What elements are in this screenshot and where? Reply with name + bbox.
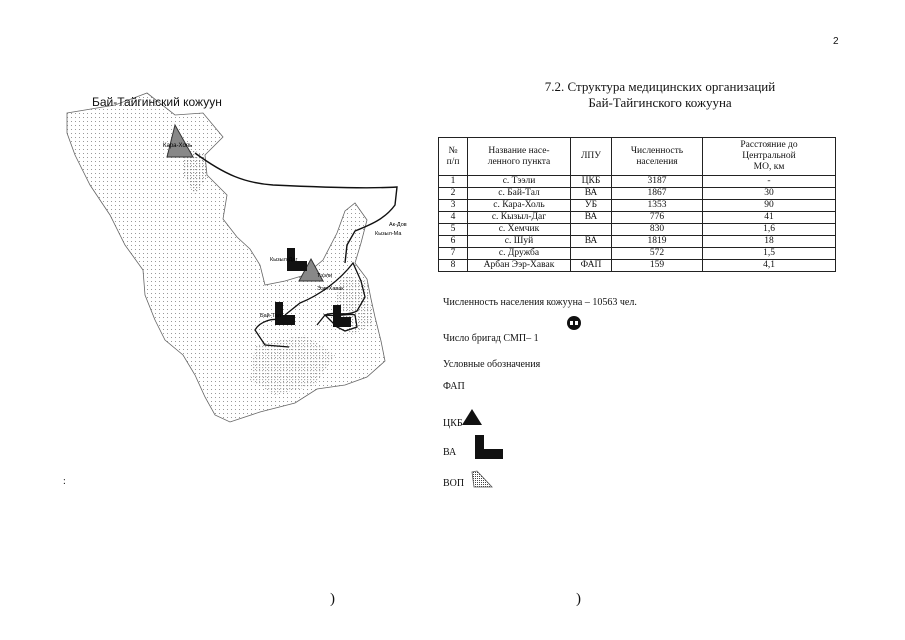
header-name-line1: Название насе-: [488, 145, 550, 156]
stray-paren-2: ): [576, 591, 581, 607]
cell-lpu: [571, 248, 612, 260]
header-name: [468, 138, 571, 176]
map-title: Бай-Тайгинский кожуун: [92, 95, 222, 109]
legend-vop-icon: [471, 470, 493, 488]
table-row: [439, 224, 836, 236]
header-distance-line1: Расстояние до: [740, 140, 798, 150]
heading-line-2: Бай-Тайгинского кожууна: [588, 95, 732, 110]
cell-distance: 41: [703, 212, 836, 224]
page-number: 2: [833, 36, 839, 47]
map-label-kyzyl-mazhalyk: Кызыл-Ма: [375, 231, 402, 237]
heading-line-1: 7.2. Структура медицинских организаций: [544, 79, 776, 94]
header-population-line1: Численность: [630, 145, 684, 156]
cell-name: с. Бай-Тал: [468, 188, 571, 200]
map-label-ak-dovurak: Ак-Дов: [389, 222, 407, 228]
table-row: [439, 200, 836, 212]
cell-name: с. Хемчик: [468, 224, 571, 236]
cell-num: 3: [439, 200, 468, 212]
cell-lpu: ФАП: [571, 260, 612, 272]
map-label-bai-tal: Бай-Тал: [260, 313, 281, 319]
table-row: [439, 212, 836, 224]
cell-name: с. Шуй: [468, 236, 571, 248]
cell-num: 2: [439, 188, 468, 200]
legend-ckb-triangle-icon: [461, 408, 483, 426]
cell-distance: 1,5: [703, 248, 836, 260]
cell-lpu: ВА: [571, 212, 612, 224]
header-population-line2: населения: [636, 156, 678, 167]
section-heading: [500, 79, 820, 111]
map-label-kyzyl-dag: Кызыл-Даг: [270, 257, 298, 263]
cell-distance: 90: [703, 200, 836, 212]
header-distance-line2: Центральной: [742, 151, 796, 161]
cell-distance: -: [703, 176, 836, 188]
map-label-kara-khol: Кара-Холь: [163, 143, 193, 149]
cell-name: с. Тээли: [468, 176, 571, 188]
cell-distance: 30: [703, 188, 836, 200]
legend-va-icon: [474, 434, 504, 460]
cell-distance: 1,6: [703, 224, 836, 236]
cell-population: 1867: [612, 188, 703, 200]
cell-name: Арбан Ээр-Хавак: [468, 260, 571, 272]
table-row: [439, 188, 836, 200]
population-note: Численность населения кожууна – 10563 чел.: [443, 297, 637, 308]
legend-ckb-label: ЦКБ: [443, 418, 463, 429]
cell-population: 776: [612, 212, 703, 224]
cell-distance: 4,1: [703, 260, 836, 272]
cell-num: 8: [439, 260, 468, 272]
cell-population: 1353: [612, 200, 703, 212]
table-header-row: [439, 138, 836, 176]
header-name-line2: ленного пункта: [487, 156, 551, 167]
stray-mark-left: :: [63, 476, 66, 487]
table-row: [439, 248, 836, 260]
cell-lpu: УБ: [571, 200, 612, 212]
cell-lpu: ВА: [571, 188, 612, 200]
cell-population: 572: [612, 248, 703, 260]
cell-population: 159: [612, 260, 703, 272]
cell-population: 830: [612, 224, 703, 236]
cell-num: 7: [439, 248, 468, 260]
header-lpu: ЛПУ: [571, 138, 612, 176]
cell-lpu: [571, 224, 612, 236]
header-distance-line3: МО, км: [753, 162, 785, 172]
cell-population: 1819: [612, 236, 703, 248]
ambulance-icon: [566, 315, 582, 331]
cell-distance: 18: [703, 236, 836, 248]
table-row: [439, 236, 836, 248]
cell-name: с. Кара-Холь: [468, 200, 571, 212]
cell-lpu: ВА: [571, 236, 612, 248]
header-distance: [703, 138, 836, 176]
table-row: [439, 176, 836, 188]
cell-lpu: ЦКБ: [571, 176, 612, 188]
map-label-er-khavak: Ээр-Хавак: [317, 286, 344, 292]
cell-num: 4: [439, 212, 468, 224]
header-num-line1: №: [448, 145, 458, 156]
district-boundary: [67, 93, 385, 422]
medical-organizations-table: [438, 137, 836, 272]
district-map: [55, 85, 425, 455]
header-population: [612, 138, 703, 176]
stray-paren-1: ): [330, 591, 335, 607]
legend-vop-label: ВОП: [443, 478, 465, 489]
table-row: [439, 260, 836, 272]
header-num: [439, 138, 468, 176]
cell-name: с. Дружба: [468, 248, 571, 260]
cell-num: 5: [439, 224, 468, 236]
header-num-line2: п/п: [446, 156, 460, 167]
legend-fap-label: ФАП: [443, 381, 465, 392]
map-label-teeli: Тээли: [317, 273, 333, 279]
legend-va-label: ВА: [443, 447, 457, 458]
cell-num: 6: [439, 236, 468, 248]
smp-note: Число бригад СМП– 1: [443, 333, 539, 344]
legend-title: Условные обозначения: [443, 359, 541, 370]
cell-name: с. Кызыл-Даг: [468, 212, 571, 224]
cell-population: 3187: [612, 176, 703, 188]
cell-num: 1: [439, 176, 468, 188]
